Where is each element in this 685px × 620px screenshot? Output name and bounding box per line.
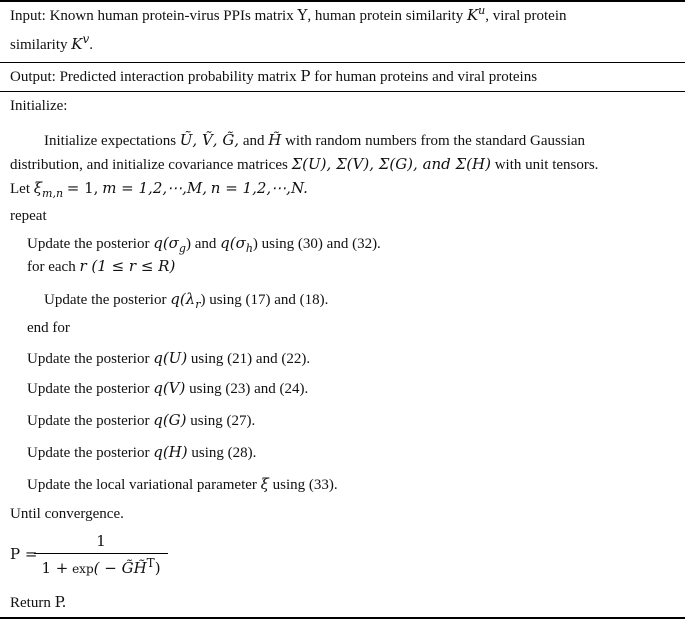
input-text-1: , human protein similarity — [307, 8, 464, 24]
input-ku: $K^u$ — [466, 4, 486, 24]
input-line-1 — [10, 5, 567, 26]
expectation-h: H̃ — [268, 131, 282, 149]
return-line: Return P. — [10, 593, 67, 611]
repeat-keyword: repeat — [10, 208, 47, 224]
input-kv: $K^v$ — [71, 32, 90, 53]
output-line — [10, 66, 537, 87]
probability-fraction — [34, 530, 168, 580]
output-p: P — [300, 67, 311, 85]
input-y: Y — [297, 6, 308, 24]
update-g-line: Update the posterior q(G) using (27). — [27, 411, 256, 429]
input-text-4: . — [89, 37, 93, 53]
end-for-line: end for — [27, 320, 70, 336]
expectation-vars: Ũ, Ṽ, G̃, — [179, 131, 240, 149]
update-h-line: Update the posterior q(H) using (28). — [27, 443, 257, 461]
input-line-2 — [10, 34, 93, 55]
formula-lhs: P = — [10, 545, 38, 563]
rule-after-output — [0, 91, 685, 92]
input-label: Input: Known human protein-virus PPIs matrix — [10, 8, 294, 24]
for-each-line: for each r (1 ≤ r ≤ R) — [27, 257, 176, 275]
fraction-numerator: 1 — [96, 532, 106, 550]
output-rest: for human proteins and viral proteins — [314, 69, 538, 85]
update-lambda-line: Update the posterior $q(\lambda_r)$ using (17) and (18). — [44, 290, 329, 311]
initialize-line-3: Let $\xi_{m,n} = 1$, m = 1,2,⋯,M, n = 1,2,⋯,N. — [10, 179, 308, 200]
fraction-bar — [34, 553, 168, 554]
input-text-2: , viral protein — [485, 8, 567, 24]
top-rule — [0, 0, 685, 2]
initialize-header: Initialize: — [10, 98, 68, 114]
update-v-line: Update the posterior q(V) using (23) and (24). — [27, 379, 309, 397]
xi-init: $\xi_{m,n}$ — [33, 179, 64, 200]
bottom-rule — [0, 617, 685, 619]
return-p: P. — [54, 593, 67, 611]
update-xi-line: Update the local variational parameter ξ using (33). — [27, 475, 338, 493]
until-convergence: Until convergence. — [10, 506, 124, 522]
output-label: Output: Predicted interaction probability matrix — [10, 69, 297, 85]
input-text-3: similarity — [10, 37, 68, 53]
initialize-line-2: distribution, and initialize covariance matrices Σ(U), Σ(V), Σ(G), and Σ(H) with unit tensors. — [10, 155, 599, 173]
update-u-line: Update the posterior q(U) using (21) and (22). — [27, 349, 311, 367]
initialize-line-1: Initialize expectations Ũ, Ṽ, G̃, and H̃ with random numbers from the standard Gaussian — [44, 131, 586, 149]
fraction-denominator: 1 + exp( − G̃H̃$^T$) — [41, 556, 161, 577]
covariance-matrices: Σ(U), Σ(V), Σ(G), and Σ(H) — [291, 155, 491, 173]
update-sigma-line: Update the posterior $q(\sigma_g)$ and $q(\sigma_h)$ using (30) and (32). — [27, 234, 381, 255]
rule-after-input — [0, 62, 685, 63]
